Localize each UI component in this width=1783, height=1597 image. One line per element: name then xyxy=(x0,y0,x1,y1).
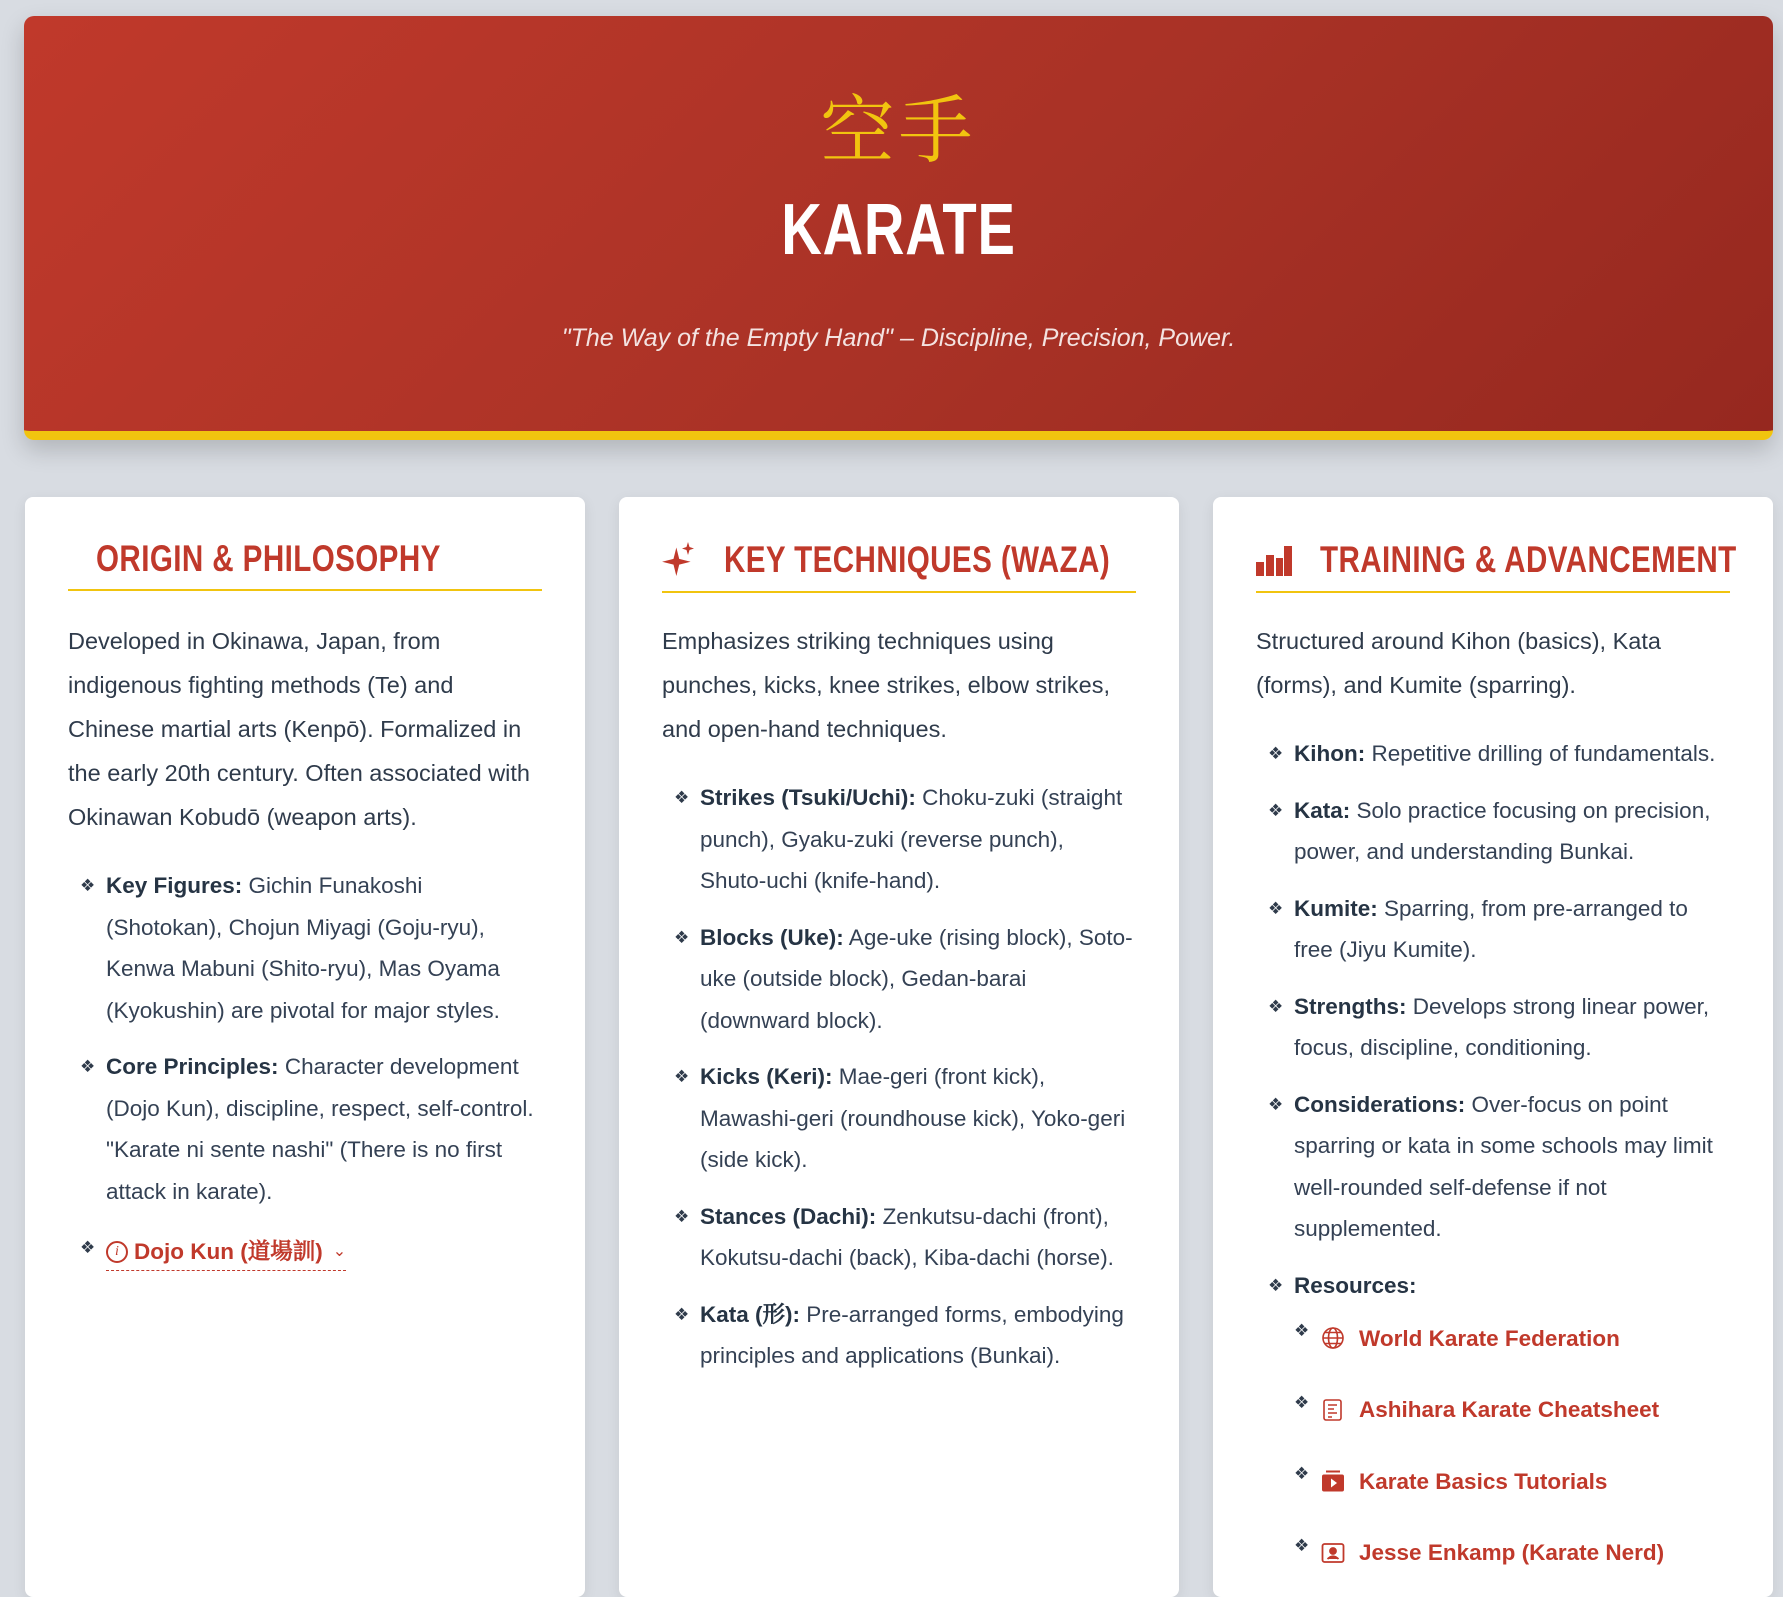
item-text: Choku-zuki (straight punch), Gyaku-zuki (reverse punch), Shuto-uchi (knife-hand). xyxy=(700,785,1123,893)
resource-link[interactable]: ❖ World Karate Federation xyxy=(1359,1325,1620,1351)
origin-list xyxy=(68,865,542,1271)
card-title: ORIGIN & PHILOSOPHY xyxy=(96,538,441,579)
techniques-card xyxy=(619,497,1179,1597)
list-item xyxy=(1268,1084,1730,1250)
card-intro: Structured around Kihon (basics), Kata (forms), and Kumite (sparring). xyxy=(1256,628,1661,698)
list-item xyxy=(1268,733,1730,775)
origin-card xyxy=(25,497,585,1597)
list-item xyxy=(674,917,1136,1042)
card-intro: Developed in Okinawa, Japan, from indigenous fighting methods (Te) and Chinese martial arts (Kenpō). Formalized in the early 20th century. Often associated with Okinawan Kobudō (weapon arts). xyxy=(68,628,530,830)
card-title: KEY TECHNIQUES (WAZA) xyxy=(724,539,1111,580)
item-label: Key Figures: xyxy=(106,873,243,898)
chevron-down-icon: ⌄ xyxy=(332,1243,347,1260)
item-label: Stances (Dachi): xyxy=(700,1203,877,1229)
item-label: Kata (形): xyxy=(700,1301,800,1327)
list-item xyxy=(1268,986,1730,1069)
video-icon xyxy=(1320,1468,1346,1494)
item-text: Solo practice focusing on precision, power, and understanding Bunkai. xyxy=(1294,797,1711,864)
resource-link[interactable]: ❖ Ashihara Karate Cheatsheet xyxy=(1359,1397,1660,1422)
sparkles-icon xyxy=(662,540,696,580)
list-item xyxy=(674,1196,1136,1279)
resources-label: Resources: xyxy=(1294,1272,1417,1298)
item-label: Strikes (Tsuki/Uchi): xyxy=(700,785,916,810)
item-text: Sparring, from pre-arranged to free (Jiyu Kumite). xyxy=(1294,895,1688,962)
item-text: Mae-geri (front kick), Mawashi-geri (roundhouse kick), Yoko-geri (side kick). xyxy=(700,1064,1126,1172)
item-text: Gichin Funakoshi (Shotokan), Chojun Miyagi (Goju-ryu), Kenwa Mabuni (Shito-ryu), Mas Oyama (Kyokushin) are pivotal for major styles. xyxy=(106,873,500,1023)
list-item xyxy=(674,1294,1136,1377)
item-label: Blocks (Uke): xyxy=(700,924,844,950)
item-label: Kicks (Keri): xyxy=(700,1064,833,1089)
list-item xyxy=(80,865,542,1031)
item-label: Strengths: xyxy=(1294,993,1407,1019)
dojo-kun-toggle[interactable] xyxy=(106,1234,346,1271)
item-text: Zenkutsu-dachi (front), Kokutsu-dachi (back), Kiba-dachi (horse). xyxy=(700,1203,1114,1270)
resources-list xyxy=(1294,1310,1730,1581)
item-label: Kumite: xyxy=(1294,895,1378,921)
item-text: Age-uke (rising block), Soto-uke (outside block), Gedan-barai (downward block). xyxy=(700,924,1133,1033)
item-text: Over-focus on point sparring or kata in some schools may limit well-rounded self-defense if not supplemented. xyxy=(1294,1091,1713,1241)
item-label: Kihon: xyxy=(1294,741,1366,766)
item-text: Pre-arranged forms, embodying principles and applications (Bunkai). xyxy=(700,1301,1124,1368)
document-icon xyxy=(1320,1397,1346,1423)
resource-link-item[interactable] xyxy=(1294,1382,1730,1439)
list-item xyxy=(674,1056,1136,1181)
list-item xyxy=(1268,790,1730,873)
item-label: Considerations: xyxy=(1294,1091,1466,1117)
training-card xyxy=(1213,497,1773,1597)
page-title: KARATE xyxy=(781,190,1016,270)
resource-link-item[interactable] xyxy=(1294,1310,1730,1367)
list-item xyxy=(80,1046,542,1212)
bar-chart-icon xyxy=(1256,540,1292,580)
hero-tagline: "The Way of the Empty Hand" – Discipline, Precision, Power. xyxy=(561,324,1236,352)
item-text: Develops strong linear power, focus, discipline, conditioning. xyxy=(1294,993,1710,1060)
card-header xyxy=(1256,497,1737,593)
globe-icon xyxy=(1320,1325,1346,1351)
item-text: Repetitive drilling of fundamentals. xyxy=(1365,741,1716,766)
hero-kanji: 空手 xyxy=(820,88,977,174)
techniques-list xyxy=(662,777,1136,1377)
card-header xyxy=(662,497,1136,593)
card-title: TRAINING & ADVANCEMENT xyxy=(1320,539,1737,580)
info-circle-icon: ❖ i xyxy=(106,1241,128,1263)
list-item xyxy=(674,777,1136,902)
resource-link[interactable]: ❖ Karate Basics Tutorials xyxy=(1359,1468,1608,1494)
item-text: Character development (Dojo Kun), discipline, respect, self-control. "Karate ni sente nashi" (There is no first attack in karate). xyxy=(106,1054,534,1204)
profile-icon xyxy=(1320,1540,1346,1566)
item-label: Kata: xyxy=(1294,797,1351,823)
resource-link-item[interactable] xyxy=(1294,1453,1730,1510)
card-header xyxy=(68,497,542,591)
dojo-kun-label: Dojo Kun (道場訓) xyxy=(134,1239,323,1264)
list-item xyxy=(80,1227,542,1271)
resources-item xyxy=(1268,1265,1730,1582)
card-intro: Emphasizes striking techniques using punches, kicks, knee strikes, elbow strikes, and open-hand techniques. xyxy=(662,628,1110,742)
training-list xyxy=(1256,733,1730,1581)
hero-banner xyxy=(24,16,1773,440)
item-label: Core Principles: xyxy=(106,1054,279,1079)
resource-link[interactable]: ❖ Jesse Enkamp (Karate Nerd) xyxy=(1359,1540,1665,1565)
list-item xyxy=(1268,888,1730,971)
